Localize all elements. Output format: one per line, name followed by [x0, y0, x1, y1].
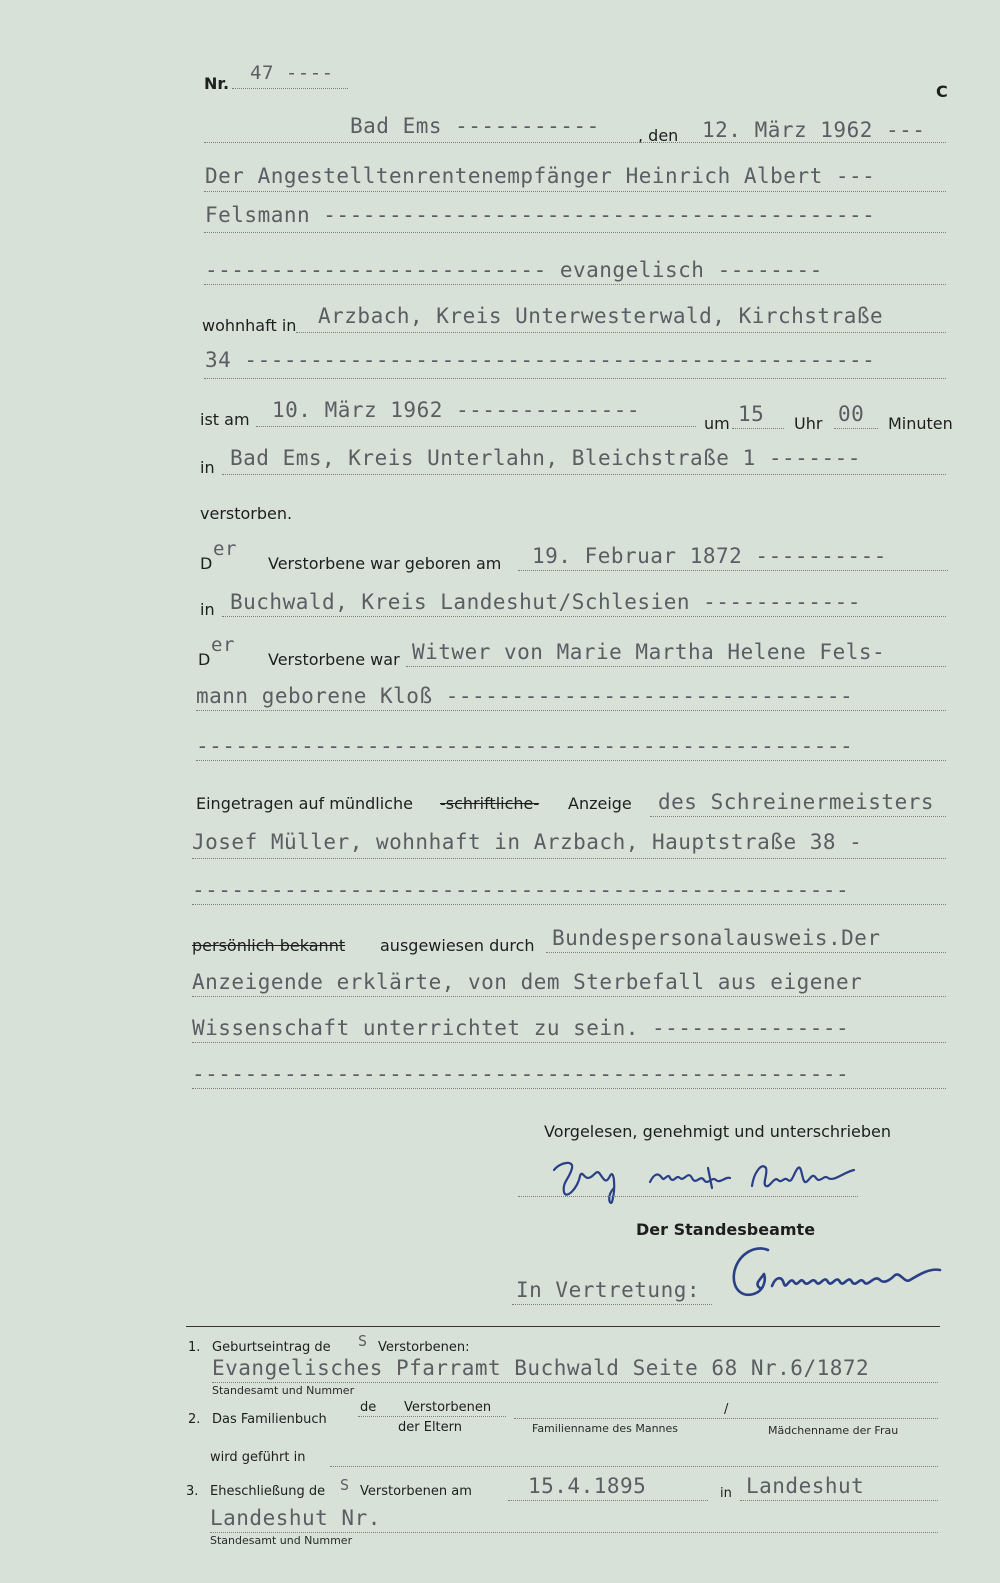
dotline	[204, 191, 946, 192]
um-label: um	[704, 414, 730, 433]
identification-line-4: --------------------------------------------------	[192, 1062, 850, 1086]
marital-line-2: mann geborene Kloß -------------------------------	[196, 684, 854, 708]
dotline	[518, 1196, 858, 1197]
note-2-husband: Familienname des Mannes	[532, 1422, 679, 1435]
nr-label: Nr.	[204, 74, 230, 93]
note-2-slash: /	[724, 1402, 729, 1417]
marital-label: Verstorbene war	[268, 650, 400, 669]
death-hour: 15	[738, 402, 765, 426]
ist-am-label: ist am	[200, 410, 250, 429]
note-2-de: de	[360, 1400, 377, 1415]
birth-in-label: in	[200, 600, 215, 619]
marital-d-prefix: D	[198, 650, 211, 669]
dotline	[508, 1500, 708, 1501]
residence-label: wohnhaft in	[202, 316, 297, 335]
death-minutes: 00	[838, 402, 865, 426]
form-letter: C	[936, 82, 948, 101]
death-date: 10. März 1962 --------------	[272, 398, 641, 422]
note-3-number: 3.	[186, 1484, 199, 1499]
identification-line-3: Wissenschaft unterrichtet zu sein. ---------------	[192, 1016, 850, 1040]
registry-place: Bad Ems -----------	[350, 114, 600, 138]
dotline	[204, 284, 946, 285]
note-3-date: 15.4.1895	[528, 1474, 647, 1498]
dotline	[296, 332, 946, 333]
note-2-verstorbenen: Verstorbenen	[404, 1400, 492, 1415]
note-3-place: Landeshut	[746, 1474, 865, 1498]
person-line-3: -------------------------- evangelisch --------	[205, 258, 823, 282]
dotline	[192, 996, 946, 997]
dotline	[212, 1382, 938, 1383]
note-1-suffix: S	[358, 1332, 368, 1350]
dotline	[222, 474, 946, 475]
deputy-label: In Vertretung:	[516, 1278, 701, 1302]
entry-line-2: Josef Müller, wohnhaft in Arzbach, Hauptstraße 38 -	[192, 830, 863, 854]
entry-line-1: des Schreinermeisters	[658, 790, 935, 814]
dotline	[406, 666, 946, 667]
entry-line-3: --------------------------------------------------	[192, 878, 850, 902]
note-3-in-label: in	[720, 1486, 732, 1501]
residence-line-2: 34 ------------------------------------------------	[205, 348, 876, 372]
read-approved-label: Vorgelesen, genehmigt und unterschrieben	[544, 1122, 892, 1141]
dotline	[192, 858, 946, 859]
nr-dotline	[232, 88, 348, 89]
uhr-label: Uhr	[794, 414, 823, 433]
note-2-number: 2.	[188, 1412, 201, 1427]
registrar-label: Der Standesbeamte	[636, 1220, 816, 1239]
entry-label-struck: -schriftliche-	[440, 794, 540, 813]
verstorben-label: verstorben.	[200, 504, 293, 523]
birth-d-suffix: er	[213, 538, 237, 560]
note-3-caption: Standesamt und Nummer	[210, 1534, 353, 1547]
note-1-value: Evangelisches Pfarramt Buchwald Seite 68 Nr.6/1872	[212, 1356, 870, 1380]
marital-line-3: --------------------------------------------------	[196, 734, 854, 758]
dotline	[512, 1304, 712, 1305]
identification-line-1: Bundespersonalausweis.Der	[552, 926, 881, 950]
dotline	[546, 952, 946, 953]
marital-d-suffix: er	[211, 634, 235, 656]
note-3-suffix: S	[340, 1476, 350, 1494]
dotline	[204, 378, 946, 379]
note-3-mid: Verstorbenen am	[360, 1484, 472, 1499]
note-2-label: Das Familienbuch	[212, 1412, 327, 1427]
note-2-eltern: der Eltern	[398, 1420, 463, 1435]
dotline	[740, 1500, 938, 1501]
note-2-wird-label: wird geführt in	[210, 1450, 306, 1465]
death-in-label: in	[200, 458, 215, 477]
person-line-2: Felsmann ------------------------------------------	[205, 203, 876, 227]
marital-line-1: Witwer von Marie Martha Helene Fels-	[412, 640, 886, 664]
death-place: Bad Ems, Kreis Unterlahn, Bleichstraße 1 -------	[230, 446, 861, 470]
birth-place: Buchwald, Kreis Landeshut/Schlesien ------------	[230, 590, 861, 614]
note-1-end: Verstorbenen:	[378, 1340, 470, 1355]
dotline	[192, 904, 946, 905]
person-line-1: Der Angestelltenrentenempfänger Heinrich Albert ---	[205, 164, 876, 188]
identification-struck: persönlich bekannt	[192, 936, 346, 955]
note-3-value: Landeshut Nr.	[210, 1506, 381, 1530]
dotline	[196, 710, 946, 711]
note-2-wife: Mädchenname der Frau	[768, 1424, 899, 1437]
dotline	[518, 570, 948, 571]
dotline	[210, 1532, 938, 1533]
informant-signature	[540, 1148, 900, 1208]
den-label: , den	[638, 126, 679, 145]
dotline	[732, 428, 784, 429]
notes-separator	[186, 1326, 940, 1327]
entry-label-start: Eingetragen auf mündliche	[196, 794, 413, 813]
registrar-signature	[724, 1240, 954, 1310]
minuten-label: Minuten	[888, 414, 953, 433]
registry-date: 12. März 1962 ---	[702, 118, 926, 142]
identification-label: ausgewiesen durch	[380, 936, 535, 955]
dotline	[358, 1416, 506, 1417]
dotline	[204, 232, 946, 233]
dotline	[514, 1418, 938, 1419]
note-3-label: Eheschließung de	[210, 1484, 326, 1499]
entry-label-end: Anzeige	[568, 794, 632, 813]
dotline	[204, 142, 946, 143]
residence-line-1: Arzbach, Kreis Unterwesterwald, Kirchstraße	[318, 304, 884, 328]
dotline	[192, 1042, 946, 1043]
birth-label: Verstorbene war geboren am	[268, 554, 502, 573]
dotline	[256, 426, 696, 427]
nr-value: 47 ----	[250, 62, 334, 84]
note-1-number: 1.	[188, 1340, 201, 1355]
dotline	[834, 428, 878, 429]
birth-date: 19. Februar 1872 ----------	[532, 544, 887, 568]
note-1-caption: Standesamt und Nummer	[212, 1384, 355, 1397]
dotline	[192, 1088, 946, 1089]
dotline	[650, 816, 946, 817]
dotline	[330, 1466, 938, 1467]
identification-line-2: Anzeigende erklärte, von dem Sterbefall aus eigener	[192, 970, 863, 994]
dotline	[196, 760, 946, 761]
birth-d-prefix: D	[200, 554, 213, 573]
dotline	[222, 616, 946, 617]
note-1-label: Geburtseintrag de	[212, 1340, 331, 1355]
